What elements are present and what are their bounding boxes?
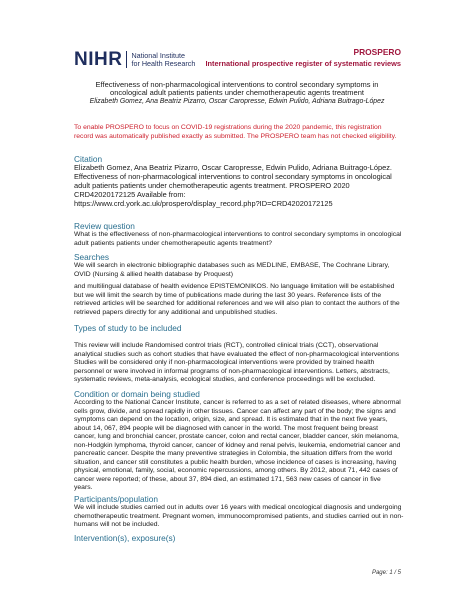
text-line: pancreatic cancer. Despite the many preventive strategies in Colombia, the situation differs from the world <box>74 450 392 458</box>
section-heading-interventions: Intervention(s), exposure(s) <box>74 533 176 543</box>
citation-body <box>74 163 406 208</box>
text-line: cells grow, divide, and spread rapidly in other tissues. Cancer can affect any part of the body; the signs and <box>74 407 396 415</box>
text-line: symptoms can depend on the location, origin, size, and spread. It is estimated that in the next five years, <box>74 416 388 424</box>
text-line: adult patients patients under chemotherapeutic agents treatment? <box>74 239 272 247</box>
text-line: physical, emotional, family, social, economic repercussions, among others. By 2012, about 71, 442 cases of <box>74 467 398 475</box>
logo-text <box>131 52 195 68</box>
section-heading-review-question: Review question <box>74 221 135 231</box>
notice-line-1: To enable PROSPERO to focus on COVID-19 registrations during the 2020 pandemic, this registration <box>74 124 382 131</box>
text-line: retrieved papers directly for any additional and unpublished studies. <box>74 308 278 316</box>
text-line: According to the National Cancer Institute, cancer is referred to as a set of related diseases, where abnormal <box>74 399 401 406</box>
text-line: We will search in electronic bibliographic databases such as MEDLINE, EMBASE, The Cochrane Library, <box>74 262 390 269</box>
text-line: years. <box>74 484 93 492</box>
logo-line-1: National Institute <box>131 50 185 60</box>
title-line-2: oncological adult patients patients under chemotherapeutic agents treatment <box>110 88 364 98</box>
text-line: CRD42020172125 Available from: <box>74 190 186 200</box>
condition-body <box>74 399 406 493</box>
text-line: but we will limit the search by time of publications made during the last 30 years. Reference lists of the <box>74 291 382 299</box>
section-heading-study-types: Types of study to be included <box>74 323 182 333</box>
section-heading-searches: Searches <box>74 252 110 262</box>
study-types-body <box>74 342 406 385</box>
text-line: cancer were reported; of these, about 37, 894 died, an estimated 171, 563 new cases of cancer in five <box>74 475 381 483</box>
document-authors: Elizabeth Gomez, Ana Beatriz Pizarro, Oscar Caropresse, Edwin Pulido, Adriana Buitrago-López <box>89 98 385 105</box>
text-line: non-Hodgkin lymphoma, thyroid cancer, cancer of kidney and renal pelvis, leukemia, endometrial cancer and <box>74 441 401 449</box>
participants-body <box>74 504 406 530</box>
nihr-logo <box>74 50 195 69</box>
text-line: Elizabeth Gomez, Ana Beatriz Pizarro, Oscar Caropresse, Edwin Pulido, Adriana Buitrago-López. <box>74 163 392 172</box>
text-line: about 14, 067, 894 people will be diagnosed with cancer in the world. The most frequent being breast <box>74 424 379 432</box>
citation-link[interactable]: https://www.crd.york.ac.uk/prospero/display_record.php?ID=CRD42020172125 <box>74 199 333 209</box>
text-line: chemotherapeutic treatment. Pregnant women, immunocompromised patients, and studies carried out in non- <box>74 512 404 520</box>
notice-line-2: record was automatically published exactly as submitted. The PROSPERO team has not checked eligibility. <box>74 132 397 140</box>
document-title <box>74 81 400 98</box>
text-line: situation, and cancer still constitutes a public health burden, whose incidence of cases is increasing, having <box>74 458 397 466</box>
searches-body-2 <box>74 283 406 317</box>
text-line: This review will include Randomised control trials (RCT), controlled clinical trials (CCT), observational <box>74 342 379 349</box>
text-line: and multilingual database of health evidence EPISTEMONIKOS. No language limitation will be established <box>74 283 395 290</box>
section-heading-condition: Condition or domain being studied <box>74 389 200 399</box>
review-question-body <box>74 231 406 248</box>
title-line-1: Effectiveness of non-pharmacological interventions to control secondary symptoms in <box>95 80 379 89</box>
brand-title: PROSPERO <box>353 47 401 57</box>
section-heading-citation: Citation <box>74 154 103 164</box>
text-line: analytical studies such as cohort studies that have evaluated the effect of non-pharmacological interventions <box>74 350 400 358</box>
text-line: personnel or were involved in informal programs of non-pharmacological interventions. Letters, abstracts, <box>74 367 390 375</box>
logo-divider <box>126 51 127 68</box>
text-line: Effectiveness of non-pharmacological interventions to control secondary symptoms in oncological <box>74 172 392 182</box>
section-heading-participants: Participants/population <box>74 494 158 504</box>
logo-line-2: for Health Research <box>131 58 196 68</box>
text-line: OVID (Nursing & allied health database by Proquest) <box>74 270 234 278</box>
page-number: Page: 1 / 5 <box>371 570 401 576</box>
text-line: retrieved articles will be searched for additional references and we will also plan to contact the authors of the <box>74 300 400 308</box>
text-line: systematic reviews, meta-analysis, ecological studies, and conference proceedings will be excluded. <box>74 376 376 384</box>
text-line: humans will not be included. <box>74 521 160 529</box>
brand-subtitle: International prospective register of systematic reviews <box>205 59 401 68</box>
text-line: What is the effectiveness of non-pharmacological interventions to control secondary symptoms in oncological <box>74 231 402 238</box>
logo-mark: NIHR <box>74 49 123 70</box>
text-line: cancer, lung and bronchial cancer, prostate cancer, colon and rectal cancer, bladder cancer, skin melanoma, <box>74 433 399 441</box>
covid-notice <box>74 124 404 141</box>
text-line: We will include studies carried out in adults over 16 years with medical oncological diagnosis and undergoing <box>74 504 402 511</box>
searches-body-1 <box>74 262 406 279</box>
text-line: Studies will be considered only if non-pharmacological interventions were provided by trained health <box>74 359 375 367</box>
text-line: adult patients patients under chemotherapeutic agents treatment. PROSPERO 2020 <box>74 181 350 191</box>
